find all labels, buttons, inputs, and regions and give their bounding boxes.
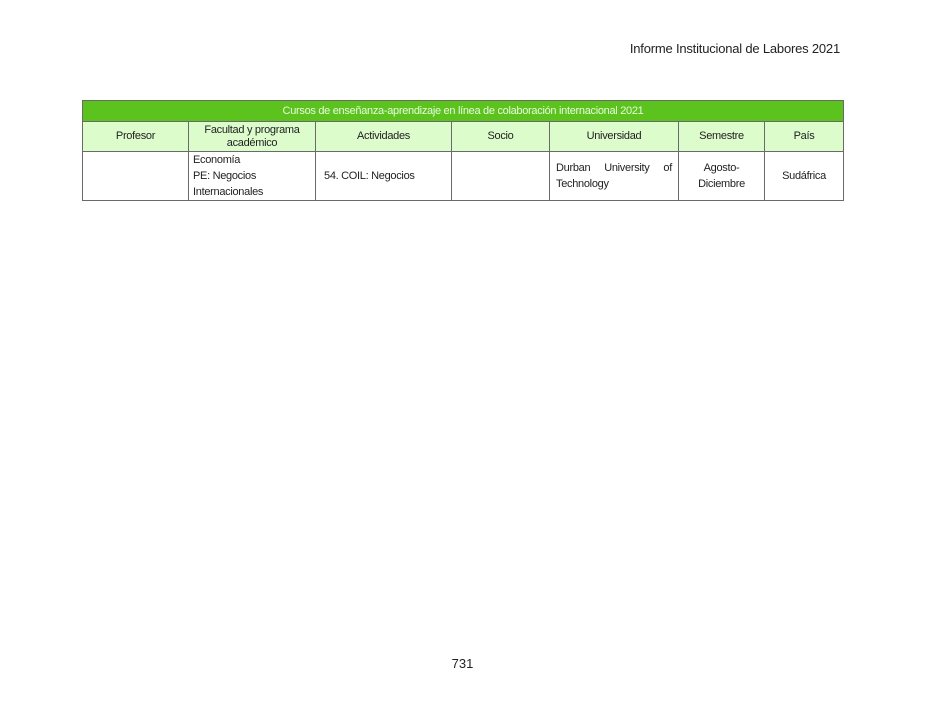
cell-actividades: 54. COIL: Negocios — [316, 152, 452, 201]
column-header-universidad: Universidad — [550, 122, 679, 152]
table-row — [83, 152, 844, 201]
cell-facultad-line: PE: Negocios — [193, 170, 257, 182]
cell-semestre: Agosto-Diciembre — [679, 152, 765, 201]
cell-profesor — [83, 152, 189, 201]
column-header-semestre: Semestre — [679, 122, 765, 152]
table-title: Cursos de enseñanza-aprendizaje en línea de colaboración internacional 2021 — [83, 101, 844, 122]
column-header-pais: País — [765, 122, 844, 152]
cell-pais: Sudáfrica — [765, 152, 844, 201]
column-header-profesor: Profesor — [83, 122, 189, 152]
cell-facultad-line: Economía — [193, 154, 241, 166]
column-header-socio: Socio — [452, 122, 550, 152]
cell-universidad: Durban University of Technology — [550, 152, 679, 201]
column-header-facultad: Facultad y programa académico — [189, 122, 316, 152]
column-header-actividades: Actividades — [316, 122, 452, 152]
report-title: Informe Institucional de Labores 2021 — [629, 41, 840, 56]
table-header-row — [83, 122, 844, 152]
page-number: 731 — [451, 656, 474, 671]
cell-facultad — [189, 152, 316, 201]
table-title-row — [83, 101, 844, 122]
cell-facultad-line: Internacionales — [193, 186, 264, 198]
cell-socio — [452, 152, 550, 201]
courses-table — [82, 100, 844, 201]
